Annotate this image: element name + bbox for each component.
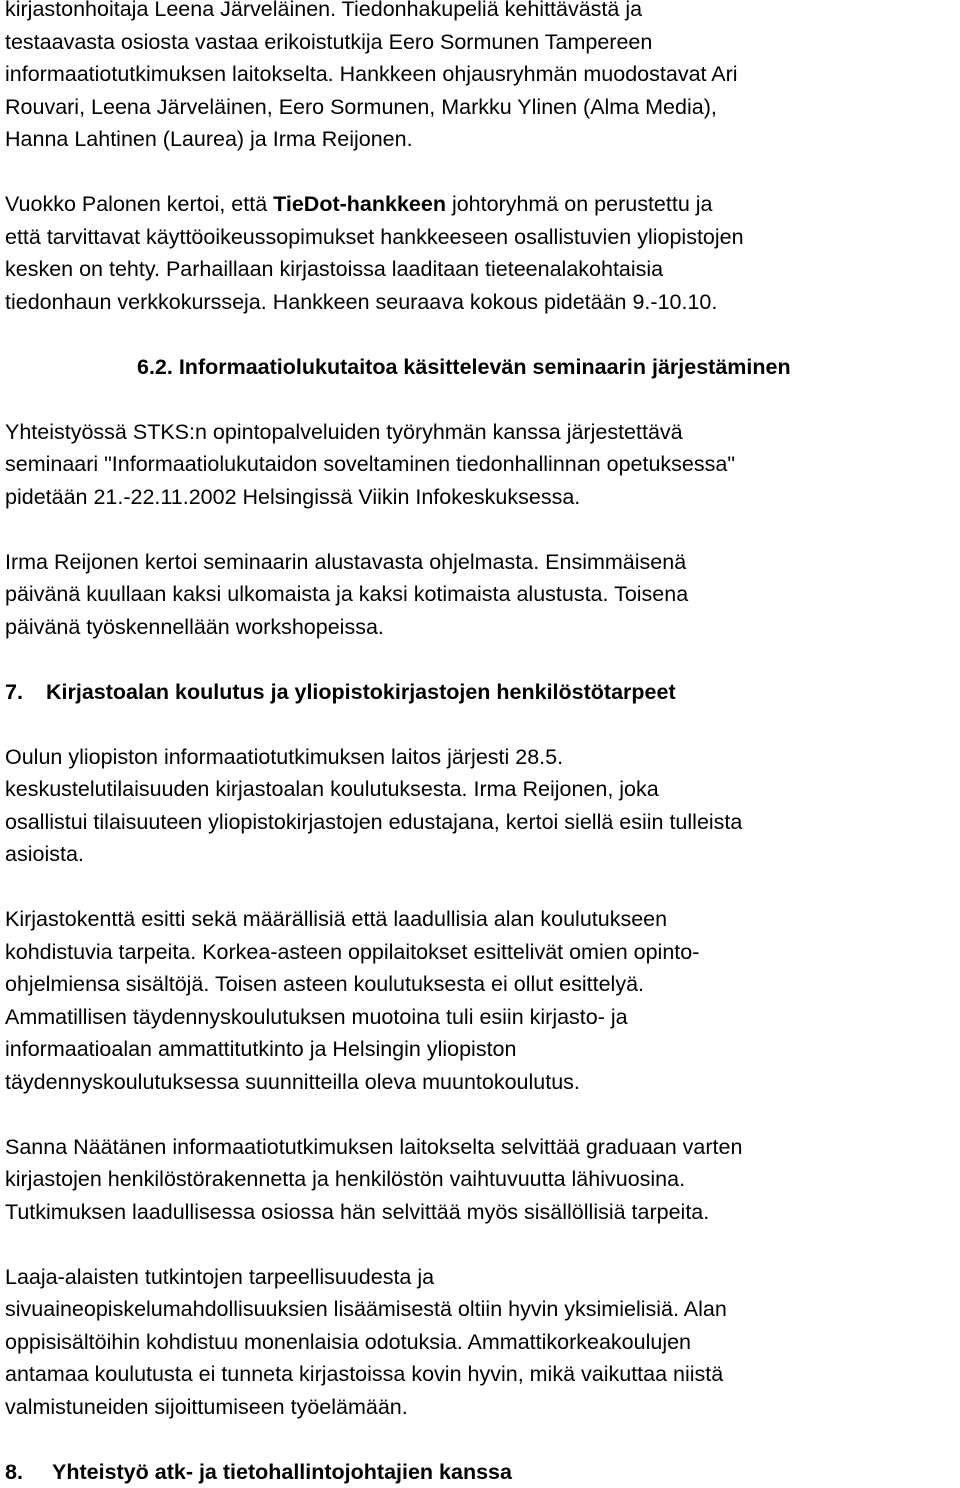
text-line: Sanna Näätänen informaatiotutkimuksen laitokselta selvittää graduaan varten (5, 1131, 957, 1164)
paragraph-gap (5, 1098, 957, 1131)
paragraph-gap (5, 513, 957, 546)
text-line: Yhteistyössä STKS:n opintopalveluiden työryhmän kanssa järjestettävä (5, 416, 957, 449)
paragraph-gap (5, 871, 957, 904)
paragraph-gap (5, 643, 957, 676)
text-line: sivuaineopiskelumahdollisuuksien lisäämisestä oltiin hyvin yksimielisiä. Alan (5, 1293, 957, 1326)
section-number: 8. (5, 1456, 52, 1488)
tiedot-paragraph (5, 188, 957, 318)
text-line: valmistuneiden sijoittumiseen työelämään. (5, 1391, 957, 1424)
text-line: oppisisältöihin kohdistuu monenlaisia odotuksia. Ammattikorkeakoulujen (5, 1326, 957, 1359)
text-line: Tutkimuksen laadullisessa osiossa hän selvittää myös sisällöllisiä tarpeita. (5, 1196, 957, 1229)
text-line: Kirjastokenttä esitti sekä määrällisiä että laadullisia alan koulutukseen (5, 903, 957, 936)
text-line: kirjastojen henkilöstörakennetta ja henkilöstön vaihtuvuutta lähivuosina. (5, 1163, 957, 1196)
text-line: Hanna Lahtinen (Laurea) ja Irma Reijonen. (5, 123, 957, 156)
text-line: Oulun yliopiston informaatiotutkimuksen laitos järjesti 28.5. (5, 741, 957, 774)
section-6-2-paragraph-1 (5, 416, 957, 514)
section-number: 7. (5, 676, 46, 709)
text-line: Ammatillisen täydennyskoulutuksen muotoina tuli esiin kirjasto- ja (5, 1001, 957, 1034)
text-line: kirjastonhoitaja Leena Järveläinen. Tiedonhakupeliä kehittävästä ja (5, 0, 957, 26)
text-line: informaatiotutkimuksen laitokselta. Hankkeen ohjausryhmän muodostavat Ari (5, 58, 957, 91)
text-run: johtoryhmä on perustettu ja (446, 192, 713, 216)
paragraph-gap (5, 708, 957, 741)
intro-paragraph (5, 0, 957, 156)
text-line: Irma Reijonen kertoi seminaarin alustavasta ohjelmasta. Ensimmäisenä (5, 546, 957, 579)
section-6-2-paragraph-2 (5, 546, 957, 644)
text-line: ohjelmiensa sisältöjä. Toisen asteen koulutuksesta ei ollut esittelyä. (5, 968, 957, 1001)
section-title: Kirjastoalan koulutus ja yliopistokirjastojen henkilöstötarpeet (46, 680, 676, 704)
paragraph-gap (5, 318, 957, 351)
text-line: Laaja-alaisten tutkintojen tarpeellisuudesta ja (5, 1261, 957, 1294)
text-line: kesken on tehty. Parhaillaan kirjastoissa laaditaan tieteenalakohtaisia (5, 253, 957, 286)
paragraph-gap (5, 383, 957, 416)
project-name-bold: TieDot-hankkeen (273, 192, 446, 216)
section-title: Yhteistyö atk- ja tietohallintojohtajien kanssa (52, 1460, 512, 1484)
text-line: kohdistuvia tarpeita. Korkea-asteen oppilaitokset esittelivät omien opinto- (5, 936, 957, 969)
text-line: päivänä kuullaan kaksi ulkomaista ja kaksi kotimaista alustusta. Toisena (5, 578, 957, 611)
section-7-paragraph-1 (5, 741, 957, 871)
paragraph-gap (5, 1423, 957, 1456)
paragraph-gap (5, 1228, 957, 1261)
text-line: keskustelutilaisuuden kirjastoalan koulutuksesta. Irma Reijonen, joka (5, 773, 957, 806)
text-line: pidetään 21.-22.11.2002 Helsingissä Viikin Infokeskuksessa. (5, 481, 957, 514)
text-line: Rouvari, Leena Järveläinen, Eero Sormunen, Markku Ylinen (Alma Media), (5, 91, 957, 124)
section-7-paragraph-2 (5, 903, 957, 1098)
text-run: Vuokko Palonen kertoi, että (5, 192, 273, 216)
text-line: että tarvittavat käyttöoikeussopimukset hankkeeseen osallistuvien yliopistojen (5, 221, 957, 254)
text-line (5, 188, 957, 221)
text-line: täydennyskoulutuksessa suunnitteilla oleva muuntokoulutus. (5, 1066, 957, 1099)
text-line: asioista. (5, 838, 957, 871)
text-line: antamaa koulutusta ei tunneta kirjastoissa kovin hyvin, mikä vaikuttaa niistä (5, 1358, 957, 1391)
text-line: osallistui tilaisuuteen yliopistokirjastojen edustajana, kertoi siellä esiin tulleista (5, 806, 957, 839)
text-line: testaavasta osiosta vastaa erikoistutkija Eero Sormunen Tampereen (5, 26, 957, 59)
document-page (5, 0, 957, 1488)
text-line: päivänä työskennellään workshopeissa. (5, 611, 957, 644)
section-7-heading (5, 676, 957, 709)
text-line: seminaari "Informaatiolukutaidon soveltaminen tiedonhallinnan opetuksessa" (5, 448, 957, 481)
text-line: tiedonhaun verkkokursseja. Hankkeen seuraava kokous pidetään 9.-10.10. (5, 286, 957, 319)
text-line: informaatioalan ammattitutkinto ja Helsingin yliopiston (5, 1033, 957, 1066)
paragraph-gap (5, 156, 957, 189)
section-7-paragraph-4 (5, 1261, 957, 1424)
section-6-2-heading: 6.2. Informaatiolukutaitoa käsittelevän seminaarin järjestäminen (5, 351, 957, 384)
section-7-paragraph-3 (5, 1131, 957, 1229)
